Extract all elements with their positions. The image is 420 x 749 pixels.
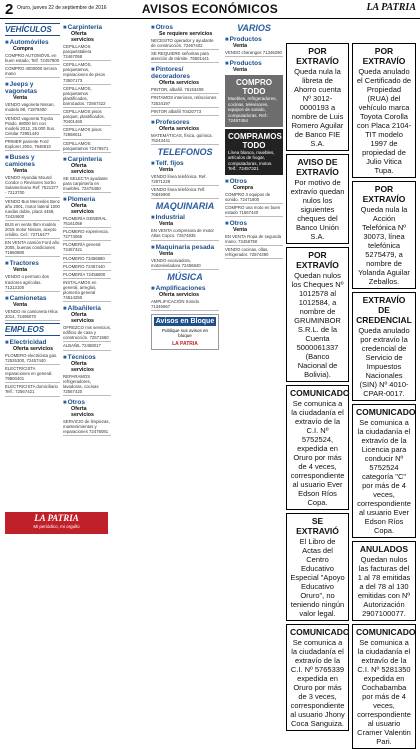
classified-ad: NECESITO operador y ayudante de construcción. 72467402 <box>151 38 219 50</box>
category-heading <box>151 24 219 31</box>
classified-ad: VENDO vagoneta Nissan, modelo 98, 71878400 <box>5 102 60 114</box>
classified-ad: CEPILLAMOS pisos 72568011 <box>63 127 111 139</box>
notice-body: Se comunica a la ciudadanía el extravío de la C.I. Nº 5752524, expedida en Oruro por más de 4 veces, correspondiente al usuario Ever Edson Ríos Copa. <box>290 399 345 507</box>
notice-box <box>286 43 349 151</box>
classified-ad: ELECTRICISTA reparaciones en general. 79800401 <box>5 366 60 383</box>
classified-ad: ELECTRICISTA domiciliario Telf.: 72567421 <box>5 384 60 396</box>
subcategory-label: Venta <box>233 67 248 74</box>
category-heading <box>63 354 111 361</box>
bullet-icon: ■ <box>63 196 67 203</box>
promo-title: LA PATRIA <box>34 513 79 523</box>
classified-ad: VENDO excavadora, motoniveladora 72456840 <box>151 258 219 270</box>
classified-ad: VENDO charangos 71346290 <box>225 50 283 57</box>
category-label: Electricidad <box>9 338 47 346</box>
subcategory-label: Venta <box>159 250 174 257</box>
classified-ad: EN VENTA compresora de motor Atlas Copco. 72574835 <box>151 228 219 240</box>
classified-ad: VENDO cocinas, ollas, refrigerador. 72574390 <box>225 247 283 259</box>
category-label: Productos <box>229 60 262 68</box>
page-number: 2 <box>5 1 14 18</box>
section-heading: MAQUINARIA <box>155 201 215 212</box>
classified-ad: EN VENTA camión Ford año 2005, buenas condiciones 71860880 <box>5 240 60 257</box>
bullet-icon: ■ <box>225 220 229 227</box>
subcategory-label: Venta <box>233 226 248 233</box>
avisos-tag: LA PATRIA <box>172 340 198 347</box>
notice-box <box>352 404 416 538</box>
classified-ad: COMPRO 4000000 tercera mano <box>5 66 60 78</box>
masthead: LA PATRIA <box>366 2 416 13</box>
classified-ad: REPARAMOS refrigeradores, lavadoras, cocinas 72567420 <box>63 374 111 396</box>
category-heading <box>151 214 219 221</box>
classified-ad: CEPILLAMOS parquetstaliera 72467058 <box>63 44 111 61</box>
classified-ad: SE REQUIERE señoritas para atención de trámite. 75601441 <box>151 51 219 63</box>
notice-boxes-left <box>286 43 350 728</box>
notice-box <box>286 624 349 731</box>
category-heading <box>5 295 60 302</box>
section-heading: EMPLEOS <box>5 323 60 336</box>
classified-ad: PLOMERO 73456880 <box>63 256 111 263</box>
category-label: Albañilería <box>67 305 101 313</box>
bullet-icon: ■ <box>151 25 155 31</box>
classified-ad: VENDO mi camioneta Hilux 2014, 72495070 <box>5 309 60 321</box>
compramos-todo-ad <box>225 129 283 175</box>
dateline: Oruro, jueves 22 de septiembre de 2016 <box>17 5 107 11</box>
subcategory-label: Venta <box>13 95 28 102</box>
category-label: Otros <box>67 398 85 406</box>
subcategory-label: Oferta servicios <box>71 202 94 215</box>
notice-box <box>352 624 416 749</box>
bullet-icon: ■ <box>151 160 155 167</box>
notice-box <box>286 247 349 382</box>
bullet-icon: ■ <box>225 178 229 185</box>
category-label: Buses y camiones <box>5 154 35 169</box>
notice-body: Se comunica a la ciudadanía el extravío de la Licencia para conducir Nº 5752524 categoría "C" por más de 4 veces, correspondiente al usuario Ever Edson Ríos Copa. <box>357 418 411 535</box>
classified-ad: VENDO línea telefónica. Ref. 72871229 <box>151 174 219 186</box>
subcategory-label: Venta <box>13 168 28 175</box>
classified-ad: VENDO o permuto dos tractores agrícolas. 71313100 <box>5 274 60 291</box>
notice-title: POR EXTRAVÍO <box>296 46 339 66</box>
notice-title: COMUNICADO <box>356 627 416 637</box>
column-services <box>63 21 111 507</box>
category-heading <box>63 156 111 163</box>
section-heading: VARIOS <box>237 23 271 33</box>
classified-ad: INSTALAMOS en general, arreglos, plomería general 74514250 <box>63 280 111 302</box>
category-label: Productos <box>229 36 262 43</box>
category-heading <box>63 24 111 31</box>
section-title: AVISOS ECONÓMICOS <box>141 2 279 16</box>
classified-ad: VENDO Hyundai Mound Condor o Revisores Sorbo Sulamericano Ref: 7521377 - 7213700 <box>5 175 60 197</box>
classified-ad: PRIMER pariente Ford Explorer 2004, 7848810 <box>5 139 60 151</box>
category-heading <box>151 160 219 167</box>
notice-title: COMUNICADO <box>290 627 350 637</box>
classified-ad: SERVICIO de limpiezas, mantenimientos y reparaciones 72476081 <box>63 419 111 436</box>
category-label: Profesores <box>155 118 190 126</box>
classified-ad: CEPILLAMOS, parquetamos, reparaciones de pisos 73507173 <box>63 62 111 84</box>
bullet-icon: ■ <box>5 295 9 302</box>
category-heading <box>5 260 60 267</box>
ad-body: Línea blanca, muebles, artículos de hogar, computadoras, motos. Telf.: 72457321 <box>228 149 275 172</box>
notice-box <box>286 385 349 510</box>
notice-body: Se comunica a la ciudadanía el extravío de la C.I. Nº 5281350 expedida en Cochabamba por más de 4 veces, correspondiente al usuario Cramer Valentin Pari. <box>357 638 411 746</box>
category-label: Automóviles <box>9 39 49 46</box>
category-heading <box>63 399 111 406</box>
bullet-icon: ■ <box>5 155 9 162</box>
classified-ad: PLOMERO electricista gas. 72526300, 72457440 <box>5 353 60 365</box>
classified-ad: COMPRO AUTOMÓVIL en buen estado, Telf. 72457800 <box>5 53 60 65</box>
category-label: Pintores/ decoradores <box>151 66 191 81</box>
category-heading <box>151 285 219 292</box>
category-label: Jeeps y vagonetas <box>5 81 38 96</box>
notice-title: COMUNICADO <box>356 407 416 417</box>
classified-ad: ALBAÑIL 72458017 <box>63 343 111 350</box>
bullet-icon: ■ <box>151 285 155 292</box>
notice-body: Quedan nulos las facturas del 1 al 78 emitidas a del 78 al 130 emitidas con Nº Autorización 2907100077. <box>357 555 411 618</box>
subcategory-label: Venta <box>159 221 174 228</box>
bullet-icon: ■ <box>5 261 9 268</box>
category-heading <box>225 60 283 67</box>
category-label: Otros <box>155 24 173 31</box>
subcategory-label: Se requiere servicios <box>159 31 213 37</box>
category-label: Industrial <box>155 214 185 222</box>
promo-tag: Mi periódico, mi orgullo <box>33 524 80 529</box>
bullet-icon: ■ <box>151 215 155 222</box>
column-vehicles <box>5 21 60 507</box>
classified-ad: CEPILLAMOS parquetamos 72476571 <box>63 141 111 153</box>
bullet-icon: ■ <box>63 25 67 31</box>
notice-body: Se comunica a la ciudadanía el extravío de la C.I. Nº 5765339 expedida en Oruro por más de 3 veces, correspondiente al usuario Jhony Coca Sanguiza. <box>290 638 345 728</box>
subcategory-label: Oferta servicios <box>71 312 94 325</box>
notice-box <box>286 513 349 621</box>
subcategory-label: Oferta servicios <box>71 405 94 418</box>
classified-ad: PLOMERÍA 72456800 <box>63 272 111 279</box>
category-label: Carpintería <box>67 155 102 163</box>
ad-title: COMPRO TODO <box>236 78 272 97</box>
bullet-icon: ■ <box>151 67 155 74</box>
notice-body: Queda anulado el Certificado de Propiedad (RUA) del vehículo marca Toyota Corolla con Placa 2104-TIT modelo 1997 de propiedad de Julio Vitica Tupa. <box>356 67 412 175</box>
classified-ad: MATEMÁTICAS, física, química. 75243441 <box>151 133 219 145</box>
subcategory-label: Compra <box>13 46 34 52</box>
section-heading: MÚSICA <box>167 271 203 282</box>
notice-title: EXTRAVÍO DE CREDENCIAL <box>356 295 412 325</box>
bullet-icon: ■ <box>151 119 155 126</box>
subcategory-label: Oferta servicios <box>71 31 94 43</box>
category-heading <box>151 66 219 80</box>
category-heading <box>225 220 283 227</box>
avisos-title: Avisos en Bloque <box>155 317 215 325</box>
notice-body: Queda nula la libreta de Ahorro cuenta Nº 3012-0000193 a nombre de Luis Romero Aguilar de Banco FIE S.A. <box>291 67 344 148</box>
category-heading <box>5 81 60 95</box>
classified-ad: SE SELECTA ayudante para carpintería en muebles. 72475480 <box>63 176 111 193</box>
category-label: Camionetas <box>9 294 47 302</box>
notice-body: El Libro de Actas del Centro Educativo Especial "Apoyo Educativo Oruro", no teniendo ningún valor legal. <box>290 537 345 618</box>
notice-title: COMUNICADO <box>290 388 350 398</box>
category-heading <box>225 36 283 43</box>
notice-body: Queda anulado por extravío la credencial de Servicio de Impuestos Nacionales (SIN) Nº 4010-CPAR-0017. <box>358 326 410 398</box>
category-heading <box>5 339 60 346</box>
category-label: Otros <box>229 177 247 185</box>
notice-box <box>286 154 349 244</box>
classified-ad: BUS en venta 0km modelo 2015 motor Nissan, acepto crédito. Cel.: 72715477 <box>5 222 60 239</box>
subcategory-label: Oferta servicios <box>71 360 94 373</box>
category-heading <box>63 196 111 203</box>
category-heading <box>5 39 60 46</box>
bullet-icon: ■ <box>63 156 67 163</box>
notice-box <box>352 292 416 401</box>
category-heading <box>225 178 283 185</box>
bullet-icon: ■ <box>5 40 9 46</box>
classified-ad: PLOMERO experiencia. 72774065 <box>63 229 111 241</box>
subcategory-label: Oferta servicios <box>71 162 94 175</box>
classified-ad: CEPILLAMOS, parquetamos plastificados, barnizados. 72567422 <box>63 86 111 108</box>
page-header <box>0 0 420 19</box>
category-heading <box>5 154 60 168</box>
notice-box <box>352 541 416 621</box>
subcategory-label: Venta <box>13 267 28 274</box>
section-heading: TELEFONOS <box>157 146 213 157</box>
bullet-icon: ■ <box>63 306 67 313</box>
ad-title: COMPRAMOS TODO <box>228 131 282 150</box>
avisos-body: Publique sus avisos en bloque <box>161 327 209 339</box>
category-heading <box>63 305 111 312</box>
subcategory-label: Venta <box>159 166 174 173</box>
category-label: Plomería <box>67 195 96 203</box>
category-label: Tractores <box>9 260 39 268</box>
subcategory-label: Oferta servicios <box>13 345 54 352</box>
category-label: Otros <box>229 219 247 227</box>
notice-body: Quedan nulos los Cheques Nº 1012578 al 1012584, a nombre de GRUMINBOR S.R.L. de la Cuenta 5000061337 (Banco Nacional de Bolivia). <box>291 271 344 379</box>
subcategory-label: Venta <box>233 43 248 49</box>
column-various <box>225 21 283 542</box>
notice-title: AVISO DE EXTRAVÍO <box>296 157 339 177</box>
classified-ad: CEPILLAMOS pisos parquet, plastificados. 70401460 <box>63 109 111 126</box>
category-label: Técnicos <box>67 353 96 361</box>
subcategory-label: Oferta servicios <box>159 125 200 132</box>
notice-body: Por motivo de extravío quedan nulos los siguientes cheques del Banco Unión S.A. <box>290 178 345 241</box>
classified-ad: PLOMERÍA GENERAL 76161059 <box>63 216 111 228</box>
promo-band <box>5 512 108 534</box>
notice-title: POR EXTRAVÍO <box>296 250 339 270</box>
category-label: Amplificaciones <box>155 284 206 292</box>
category-label: Maquinaria pesada <box>155 243 215 251</box>
classified-ad: COMPRO 3 equipos de sonido. 72471800 <box>225 192 283 204</box>
compro-todo-ad <box>225 75 283 127</box>
notice-title: SE EXTRAVIÓ <box>296 516 339 536</box>
classified-ad: EN VENTA Ropa de segunda mano. 72456750 <box>225 234 283 246</box>
bullet-icon: ■ <box>5 339 9 346</box>
subcategory-label: Venta <box>13 301 28 308</box>
classified-ad: PINTOR albañil 70420773 <box>151 109 219 116</box>
classified-ad: PLOMERÍA general 72467421 <box>63 242 111 254</box>
category-label: Carpintería <box>67 24 102 31</box>
classified-ad: COMPRO una moto en buen estado 71567440 <box>225 205 283 217</box>
classified-ad: VENDO línea telefónica Telf. 76845900 <box>151 187 219 199</box>
notice-title: POR EXTRAVÍO <box>362 184 406 204</box>
classified-ad: PINTOR, albañil. 76153408 <box>151 87 219 94</box>
category-label: Telf. fijos <box>155 159 184 167</box>
classified-ad: AMPLIFICACIÓN Sonido 71345667 <box>151 299 219 311</box>
classified-ad: VENDO vagoneta Toyota Prado, 68000 km con modelo 2012, 25.000 Sus. Celular 72951440 <box>5 116 60 138</box>
classified-ad: PINTAMOS interiores, refacciones 72534197 <box>151 95 219 107</box>
column-services-2 <box>151 21 219 542</box>
classified-ad: VENDO Bus Mercedes Benz año 2001, motor lateral 1000 ruedas doble, placa 4459, 72434600 <box>5 199 60 221</box>
notice-boxes-right <box>352 43 416 746</box>
subcategory-label: Oferta servicios <box>159 291 200 298</box>
bullet-icon: ■ <box>63 399 67 406</box>
section-heading: VEHÍCULOS <box>5 23 60 36</box>
notice-box <box>352 181 416 289</box>
bullet-icon: ■ <box>63 354 67 361</box>
bullet-icon: ■ <box>151 244 155 251</box>
classified-ad: PLOMERO 72467440 <box>63 264 111 271</box>
bullet-icon: ■ <box>5 82 9 89</box>
avisos-bloque-ad <box>151 314 219 350</box>
notice-body: Queda nula la Acción Telefónica Nº 30073, línea telefónica 5275479, a nombre de Yolanda Aguilar Zeballos. <box>358 205 410 286</box>
subcategory-label: Compra <box>233 184 254 191</box>
bullet-icon: ■ <box>225 61 229 68</box>
subcategory-label: Oferta servicios <box>159 80 200 87</box>
ad-body: Muebles, refrigeradores, cocinas, televisores, equipos de sonido, computadoras. Ref.: 72497454 <box>228 96 277 124</box>
category-heading <box>151 244 219 251</box>
bullet-icon: ■ <box>225 37 229 43</box>
category-heading <box>151 119 219 126</box>
notice-title: POR EXTRAVÍO <box>362 46 406 66</box>
notice-box <box>352 43 416 178</box>
classified-ad: OFREZCO mis servicios, edificio de casa y construcción. 72571560 <box>63 325 111 342</box>
notice-title: ANULADOS <box>359 544 409 554</box>
